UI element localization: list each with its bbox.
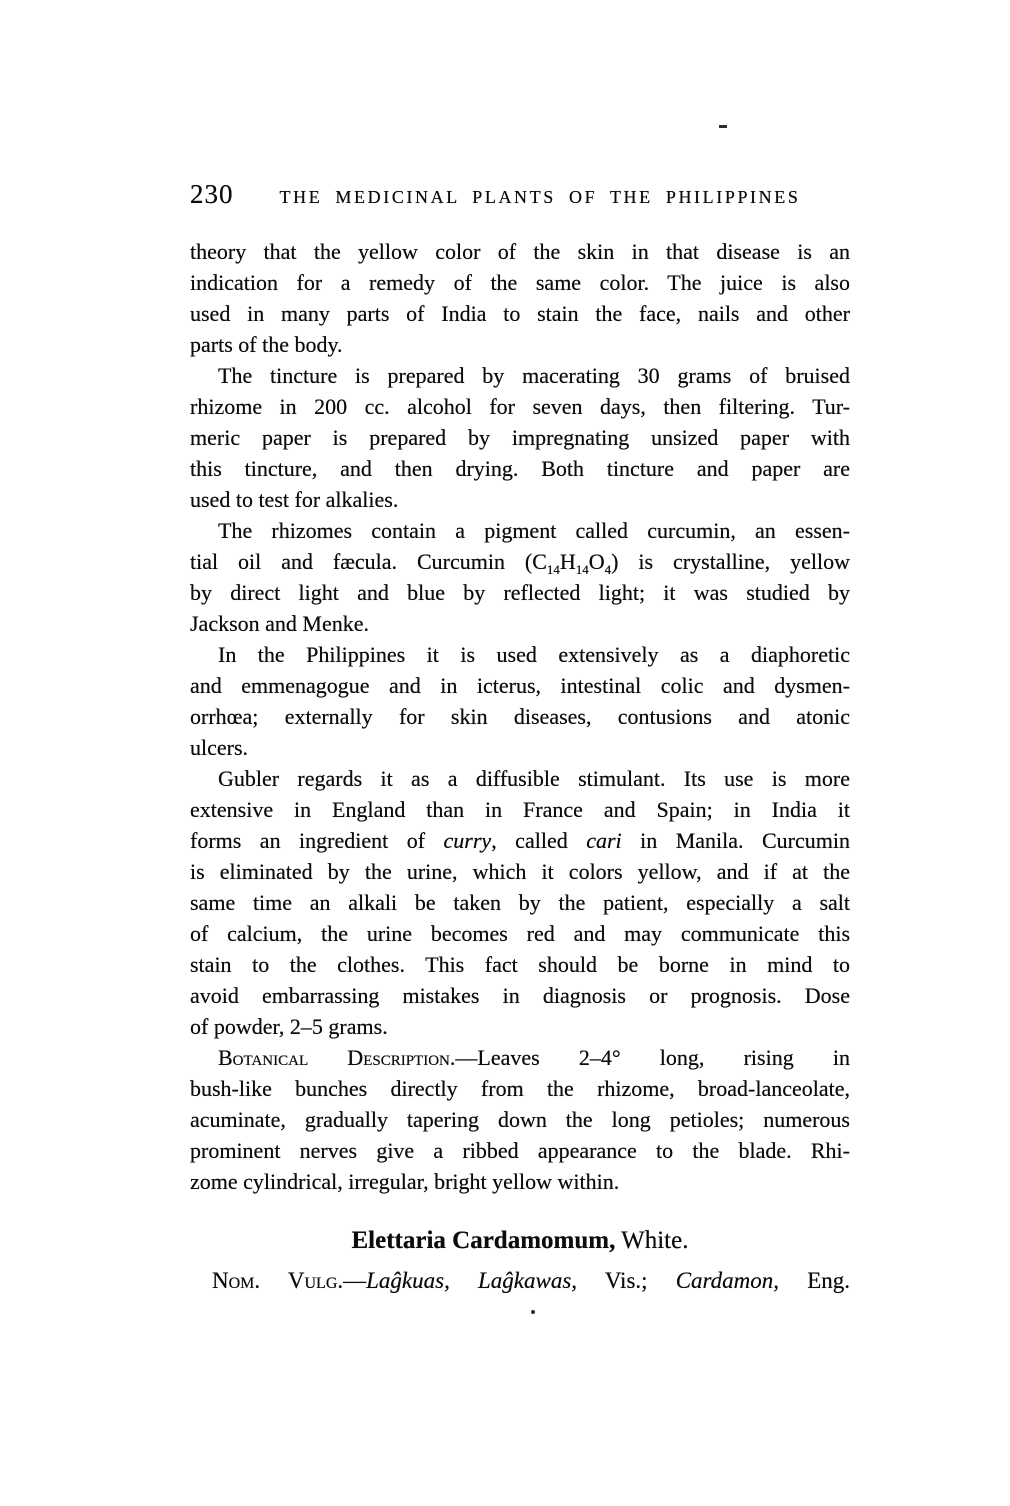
text-line xyxy=(190,298,850,329)
text-line xyxy=(190,608,850,639)
subscript-text: 14 xyxy=(575,562,589,577)
text-line xyxy=(190,1104,850,1135)
text-run: — xyxy=(343,1268,367,1293)
text-run: Vis.; xyxy=(577,1268,676,1293)
text-run: and emmenagogue and in icterus, intestinal colic and dysmen- xyxy=(190,673,850,698)
text-line xyxy=(190,856,850,887)
text-line xyxy=(190,484,850,515)
subscript-text: 14 xyxy=(546,562,560,577)
text-run: same time an alkali be taken by the patient, especially a salt xyxy=(190,890,850,915)
text-line xyxy=(190,980,850,1011)
text-run: in Manila. Curcumin xyxy=(621,828,851,853)
text-line xyxy=(190,267,850,298)
text-run: stain to the clothes. This fact should be borne in mind to xyxy=(190,952,850,977)
smallcaps-text: Botanical Description xyxy=(218,1045,450,1070)
text-run: , called xyxy=(491,828,587,853)
text-line xyxy=(190,794,850,825)
text-run: this tincture, and then drying. Both tincture and paper are xyxy=(190,456,850,481)
running-title: THE MEDICINAL PLANTS OF THE PHILIPPINES xyxy=(279,187,801,207)
text-run: indication for a remedy of the same color. The juice is also xyxy=(190,270,850,295)
text-run: theory that the yellow color of the skin in that disease is an xyxy=(190,239,850,264)
text-run: H xyxy=(559,549,576,574)
text-line xyxy=(190,1011,850,1042)
text-run: ulcers. xyxy=(190,735,249,760)
text-line xyxy=(190,1135,850,1166)
paragraph xyxy=(190,236,850,360)
text-line xyxy=(190,639,850,670)
text-run: In the Philippines it is used extensively as a diaphoretic xyxy=(218,642,850,667)
text-run: zome cylindrical, irregular, bright yellow within. xyxy=(190,1169,620,1194)
text-run: used in many parts of India to stain the face, nails and other xyxy=(190,301,850,326)
text-line xyxy=(190,577,850,608)
text-run: White. xyxy=(615,1227,689,1254)
text-run: orrhœa; externally for skin diseases, contusions and atonic xyxy=(190,704,850,729)
scan-speck-dot xyxy=(531,1310,535,1314)
text-run: rhizome in 200 cc. alcohol for seven days, then filtering. Tur- xyxy=(190,394,850,419)
page-number: 230 xyxy=(190,179,234,209)
text-run: ) is crystalline, yellow xyxy=(611,549,850,574)
text-run: of powder, 2–5 grams. xyxy=(190,1014,388,1039)
text-run: The rhizomes contain a pigment called curcumin, an essen- xyxy=(218,518,850,543)
text-run: The tincture is prepared by macerating 30 grams of bruised xyxy=(218,363,850,388)
text-line xyxy=(190,422,850,453)
paragraph xyxy=(190,763,850,1042)
text-run: .—Leaves 2–4° long, rising in xyxy=(449,1045,850,1070)
text-line xyxy=(190,1073,850,1104)
body-text xyxy=(190,236,850,1197)
smallcaps-text: Nom. Vulg. xyxy=(212,1268,344,1293)
text-run: Eng. xyxy=(779,1268,850,1293)
text-line xyxy=(190,515,850,546)
text-run: O xyxy=(588,549,605,574)
text-line xyxy=(190,329,850,360)
bold-text: Elettaria Cardamomum, xyxy=(351,1227,616,1254)
text-line xyxy=(190,236,850,267)
text-run: meric paper is prepared by impregnating unsized paper with xyxy=(190,425,850,450)
subscript-text: 4 xyxy=(604,562,612,577)
page-content xyxy=(190,236,850,1296)
species-heading xyxy=(190,1226,850,1256)
text-run: avoid embarrassing mistakes in diagnosis or prognosis. Dose xyxy=(190,983,850,1008)
text-line xyxy=(190,1166,850,1197)
text-run: parts of the body. xyxy=(190,332,343,357)
italic-text: Laĝkuas, Laĝkawas, xyxy=(366,1268,578,1293)
text-line xyxy=(190,701,850,732)
page-header xyxy=(190,180,850,210)
italic-text: curry xyxy=(443,828,492,853)
text-line xyxy=(190,391,850,422)
nom-vulg-line xyxy=(190,1266,850,1296)
text-line xyxy=(190,546,850,577)
text-run: Jackson and Menke. xyxy=(190,611,370,636)
italic-text: Cardamon, xyxy=(675,1268,780,1293)
text-line xyxy=(190,1042,850,1073)
text-line xyxy=(190,825,850,856)
paragraph xyxy=(190,639,850,763)
italic-text: cari xyxy=(586,828,622,853)
text-line xyxy=(190,887,850,918)
text-line xyxy=(190,949,850,980)
text-line xyxy=(190,670,850,701)
text-run: Gubler regards it as a diffusible stimulant. Its use is more xyxy=(218,766,850,791)
paragraph xyxy=(190,515,850,639)
text-run: tial oil and fæcula. Curcumin (C xyxy=(190,549,547,574)
text-run: extensive in England than in France and Spain; in India it xyxy=(190,797,850,822)
paragraph xyxy=(190,1042,850,1197)
text-line xyxy=(190,918,850,949)
text-line xyxy=(190,453,850,484)
text-run: prominent nerves give a ribbed appearance to the blade. Rhi- xyxy=(190,1138,850,1163)
text-run: is eliminated by the urine, which it colors yellow, and if at the xyxy=(190,859,850,884)
text-run: bush-like bunches directly from the rhizome, broad-lanceolate, xyxy=(190,1076,850,1101)
text-run: acuminate, gradually tapering down the long petioles; numerous xyxy=(190,1107,850,1132)
text-run: forms an ingredient of xyxy=(190,828,444,853)
text-run: by direct light and blue by reflected light; it was studied by xyxy=(190,580,850,605)
text-run: used to test for alkalies. xyxy=(190,487,399,512)
scan-speck-dash xyxy=(719,125,727,128)
text-line xyxy=(190,360,850,391)
text-line xyxy=(190,732,850,763)
text-run: of calcium, the urine becomes red and may communicate this xyxy=(190,921,850,946)
paragraph xyxy=(190,360,850,515)
text-line xyxy=(190,763,850,794)
